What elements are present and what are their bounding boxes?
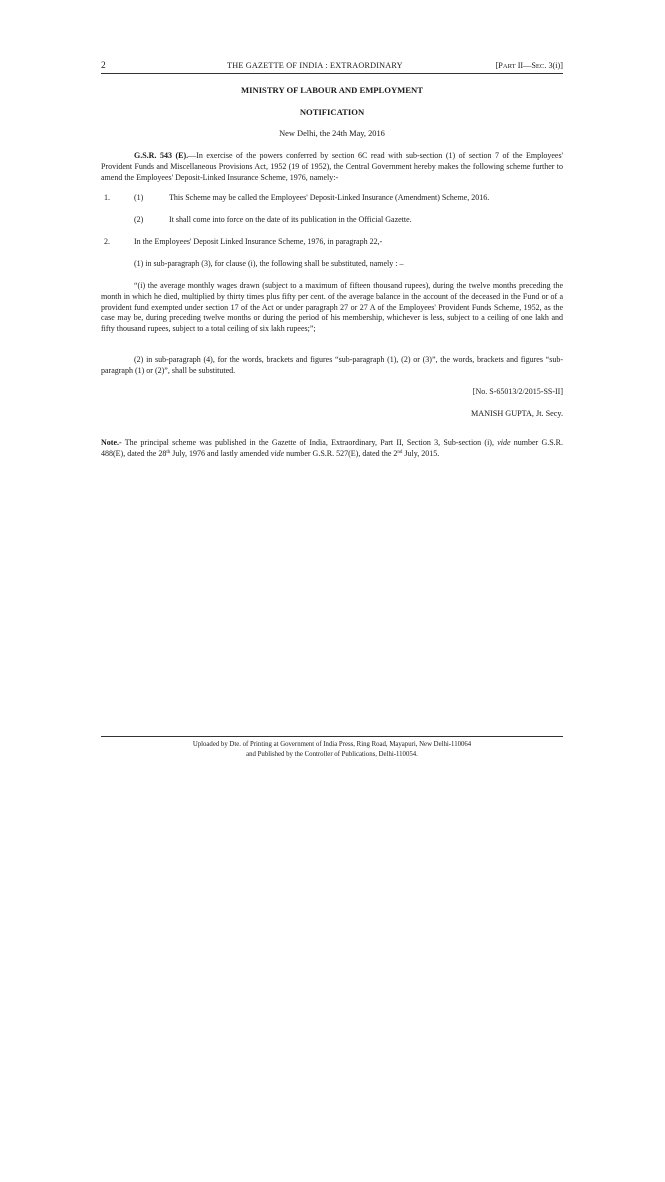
footer-line-1: Uploaded by Dte. of Printing at Government of India Press, Ring Road, Mayapuri, New Delhi-110064 [192, 741, 472, 748]
part-open: [P [495, 61, 503, 70]
file-reference: [No. S-65013/2/2015-SS-II] [472, 387, 563, 396]
ministry-heading: MINISTRY OF LABOUR AND EMPLOYMENT [241, 85, 423, 95]
part-mid: II—S [515, 61, 536, 70]
note-text: July, 2015. [402, 448, 440, 458]
intro-paragraph [101, 151, 563, 183]
part-section [496, 60, 563, 73]
clause-number: 2. [104, 237, 110, 246]
gsr-reference: G.S.R. 543 (E). [134, 151, 189, 160]
part-close: . 3(i)] [544, 61, 563, 70]
subclause-number: (2) [134, 215, 144, 224]
footer-line-2: and Published by the Controller of Publications, Delhi-110054. [246, 750, 418, 758]
note-vide: vide [497, 438, 511, 447]
clause-text: In the Employees' Deposit Linked Insurance Scheme, 1976, in paragraph 22,- [134, 237, 383, 246]
page-header [101, 60, 563, 72]
clause-text: This Scheme may be called the Employees' Deposit-Linked Insurance (Amendment) Scheme, 2016. [169, 193, 490, 202]
notification-heading: NOTIFICATION [299, 107, 365, 117]
footer-rule [101, 736, 563, 737]
sub-paragraph-1: (1) in sub-paragraph (3), for clause (i), the following shall be substituted, namely : – [134, 259, 404, 268]
gazette-title: THE GAZETTE OF INDIA : EXTRAORDINARY [227, 61, 403, 70]
sub-paragraph-2: (2) in sub-paragraph (4), for the words, brackets and figures “sub-paragraph (1), (2) or (3)”, the words, brackets and figures “sub-paragraph (1) or (2)”, shall be substituted. [101, 355, 563, 375]
signatory: MANISH GUPTA, Jt. Secy. [470, 409, 563, 418]
clause-number: 1. [104, 193, 110, 202]
note-vide: vide [270, 448, 285, 458]
section-smallcaps: EC [535, 63, 545, 70]
page-number: 2 [101, 61, 106, 71]
substituted-clause: “(i) the average monthly wages drawn (subject to a maximum of fifteen thousand rupees), during the twelve months preceding the month in which he died, multiplied by thirty times plus fifty per cent. of the average balance in the account of the deceased in the Fund or of a provident fund exempted under section 17 of the Act or under paragraph 27 or 27 A of the Employees' Provident Funds Scheme, 1952, as the case may be, during preceding twelve months or during the period of his membership, whichever is less, subject to a ceiling of one lakh and fifty thousand rupees, subject to a total ceiling of six lakh rupees;”; [101, 281, 563, 334]
intro-text: —In exercise of the powers conferred by section 6C read with sub-section (1) of section 7 of the Employees' Provident Funds and Miscellaneous Provisions Act, 1952 (19 of 1952), the Central Government hereby makes the following scheme further to amend the Employees' Deposit-Linked Insurance Scheme, 1976, namely:- [101, 151, 563, 182]
dateline: New Delhi, the 24th May, 2016 [279, 129, 385, 138]
subclause-number: (1) [134, 193, 144, 202]
clause-text: It shall come into force on the date of its publication in the Official Gazette. [169, 215, 412, 224]
note-text: The principal scheme was published in the Gazette of India, Extraordinary, Part II, Section 3, Sub-section (i), [121, 438, 498, 447]
header-rule [101, 73, 563, 74]
note-label: Note.- [101, 438, 122, 447]
page-footer [101, 740, 563, 759]
note-text: number G.S.R. 527(E), dated the 2 [284, 448, 398, 458]
note-superscript: nd [397, 449, 403, 455]
note-text: number G.S.R. 488(E), dated the 28 [101, 438, 564, 458]
note-superscript: th [166, 449, 171, 455]
note-text: July, 1976 and lastly amended [170, 448, 271, 458]
note-paragraph [101, 438, 563, 460]
part-smallcaps: ART [502, 63, 516, 70]
